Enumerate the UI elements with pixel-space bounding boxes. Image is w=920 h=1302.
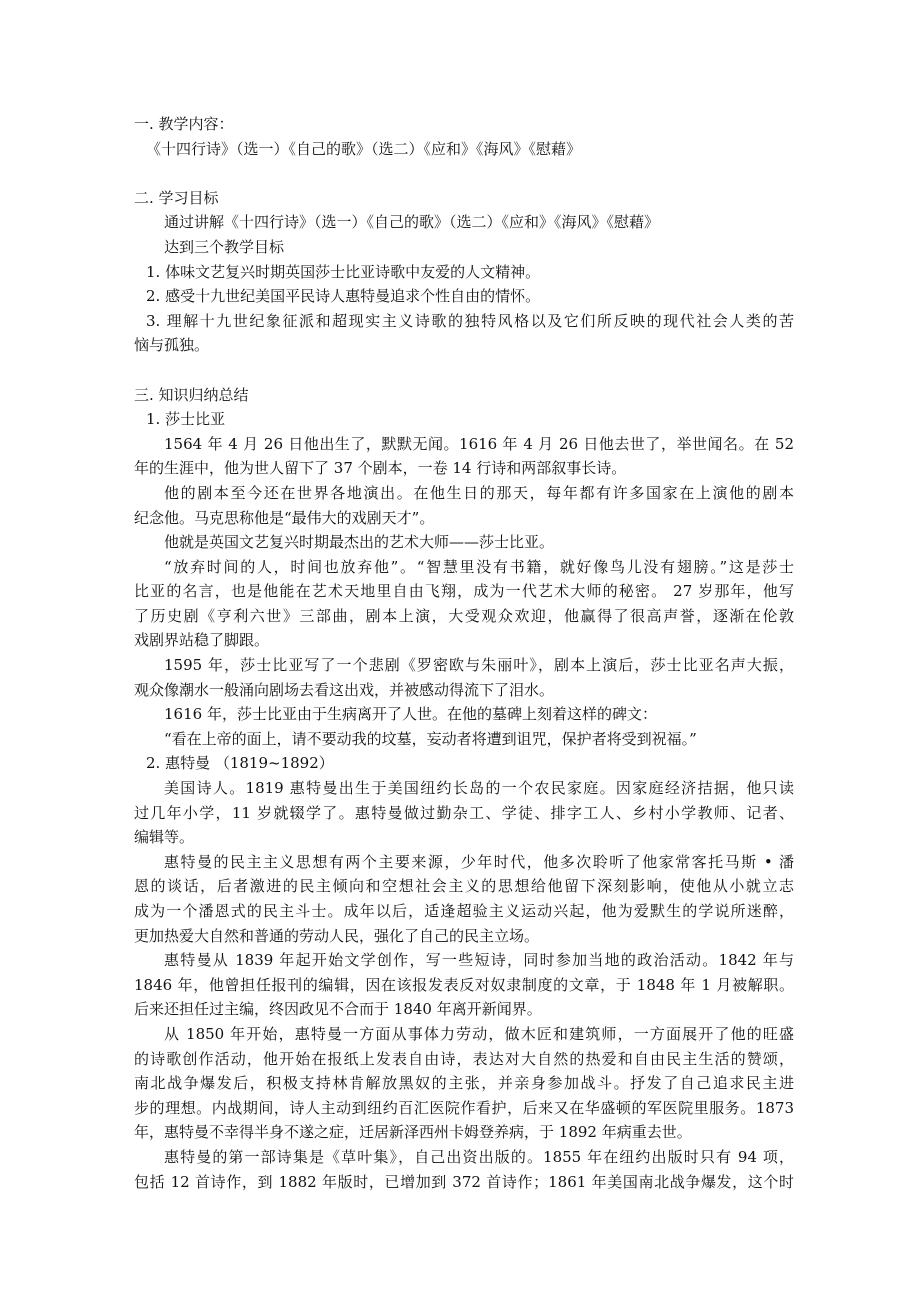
shakespeare-line: 了历史剧《亨利六世》三部曲，剧本上演，大受观众欢迎，他赢得了很高声誉，逐渐在伦敦 (134, 606, 794, 625)
whitman-line: 更加热爱大自然和普通的劳动人民，强化了自己的民主立场。 (134, 926, 540, 945)
shakespeare-line: 他的剧本至今还在世界各地演出。在他生日的那天，每年都有许多国家在上演他的剧本 (164, 483, 794, 502)
whitman-line: 过几年小学，11 岁就辍学了。惠特曼做过勤杂工、学徒、排字工人、乡村小学教师、记者、 (134, 803, 794, 822)
teaching-content-text: 《十四行诗》（选一）《自己的歌》（选二）《应和》《海风》《慰藉》 (146, 139, 582, 158)
shakespeare-line: 1595 年，莎士比亚写了一个悲剧《罗密欧与朱丽叶》，剧本上演后，莎士比亚名声大振， (164, 656, 794, 675)
goal-item-3-line-2: 恼与孤独。 (134, 336, 210, 355)
whitman-line: 惠特曼从 1839 年起开始文学创作，写一些短诗，同时参加当地的政治活动。1842 年与 (164, 951, 794, 970)
shakespeare-line: 比亚的名言，也是他能在艺术天地里自由飞翔，成为一代艺术大师的秘密。 27 岁那年，他写 (134, 582, 794, 601)
goal-item-1: 1. 体味文艺复兴时期英国莎士比亚诗歌中友爱的人文精神。 (146, 262, 541, 281)
whitman-line: 惠特曼的民主主义思想有两个主要来源，少年时代，他多次聆听了他家常客托马斯 • 潘 (164, 852, 794, 871)
section-heading-learning-goals: 二. 学习目标 (134, 188, 219, 207)
whitman-line: 步的理想。内战期间，诗人主动到纽约百汇医院作看护，后来又在华盛顿的军医院里服务。1873 (134, 1098, 794, 1117)
shakespeare-line: 纪念他。马克思称他是“最伟大的戏剧天才”。 (134, 508, 435, 527)
whitman-line: 从 1850 年开始，惠特曼一方面从事体力劳动，做木匠和建筑师，一方面展开了他的旺盛 (164, 1024, 794, 1043)
whitman-line: 年，惠特曼不幸得半身不遂之症，迁居新泽西州卡姆登养病，于 1892 年病重去世。 (134, 1123, 692, 1142)
whitman-line: 编辑等。 (134, 828, 195, 847)
whitman-line: 成为一个潘恩式的民主斗士。成年以后，适逢超验主义运动兴起，他为爱默生的学说所迷醉， (134, 902, 794, 920)
section-heading-teaching-content: 一. 教学内容： (134, 115, 234, 133)
goals-intro-line-1: 通过讲解《十四行诗》（选一）《自己的歌》（选二）《应和》《海风》《慰藉》 (164, 213, 660, 232)
shakespeare-line: 1564 年 4 月 26 日他出生了，默默无闻。1616 年 4 月 26 日他去世了，举世闻名。在 52 (164, 434, 794, 453)
document-body (132, 112, 794, 1194)
shakespeare-line: 他就是英国文艺复兴时期最杰出的艺术大师——莎士比亚。 (164, 533, 555, 552)
goal-item-3-line-1: 3. 理解十九世纪象征派和超现实主义诗歌的独特风格以及它们所反映的现代社会人类的苦 (146, 311, 794, 330)
whitman-line: 美国诗人。1819 惠特曼出生于美国纽约长岛的一个农民家庭。因家庭经济拮据，他只读 (164, 779, 794, 798)
shakespeare-line: 1616 年，莎士比亚由于生病离开了人世。在他的墓碑上刻着这样的碑文： (164, 705, 657, 724)
whitman-line: 惠特曼的第一部诗集是《草叶集》，自己出资出版的。1855 年在纽约出版时只有 94 项， (164, 1147, 794, 1166)
shakespeare-line: 观众像潮水一般涌向剧场去看这出戏，并被感动得流下了泪水。 (134, 680, 555, 699)
whitman-line: 1846 年，他曾担任报刊的编辑，因在该报发表反对奴隶制度的文章，于 1848 年 1 月被解职。 (134, 975, 794, 994)
whitman-line: 南北战争爆发后，积极支持林肯解放黑奴的主张，并亲身参加战斗。抒发了自己追求民主进 (134, 1074, 794, 1093)
goal-item-2: 2. 感受十九世纪美国平民诗人惠特曼追求个性自由的情怀。 (146, 287, 541, 306)
whitman-line: 的诗歌创作活动，他开始在报纸上发表自由诗，表达对大自然的热爱和自由民主生活的赞颂， (134, 1049, 794, 1068)
whitman-line: 恩的谈话，后者激进的民主倾向和空想社会主义的思想给他留下深刻影响，使他从小就立志 (134, 877, 794, 896)
whitman-line: 包括 12 首诗作，到 1882 年版时，已增加到 372 首诗作；1861 年美国南北战争爆发，这个时 (134, 1172, 794, 1191)
section-heading-knowledge-summary: 三. 知识归纳总结 (134, 385, 249, 404)
shakespeare-line: 年的生涯中，他为世人留下了 37 个剧本，一卷 14 行诗和两部叙事长诗。 (134, 459, 627, 478)
shakespeare-line: “放弃时间的人，时间也放弃他”。“智慧里没有书籍，就好像鸟儿没有翅膀。”这是莎士 (164, 557, 794, 576)
shakespeare-epitaph: “看在上帝的面上，请不要动我的坟墓，妄动者将遭到诅咒，保护者将受到祝福。” (164, 729, 697, 748)
goals-intro-line-2: 达到三个教学目标 (164, 237, 285, 256)
shakespeare-line: 戏剧界站稳了脚跟。 (134, 631, 270, 650)
subheading-whitman: 2. 惠特曼 （1819~1892） (146, 754, 334, 773)
subheading-shakespeare: 1. 莎士比亚 (146, 410, 226, 429)
whitman-line: 后来还担任过主编，终因政见不合而于 1840 年离开新闻界。 (134, 1000, 542, 1019)
